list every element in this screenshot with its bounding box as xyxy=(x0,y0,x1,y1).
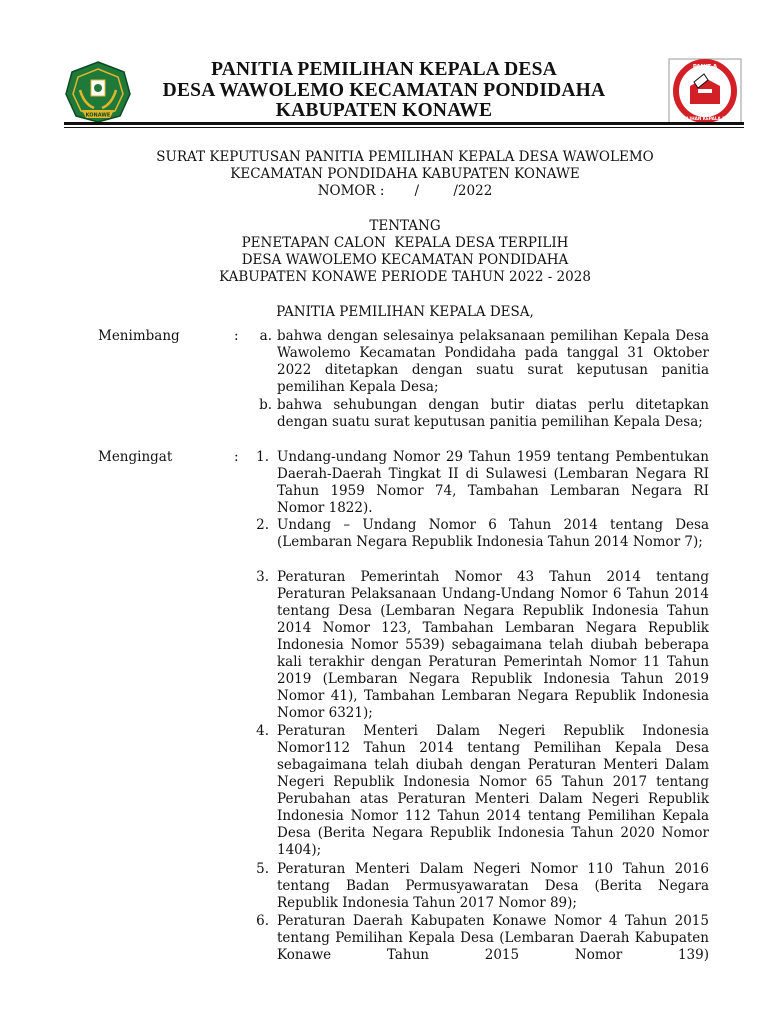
menimbang-marker-a: a. xyxy=(259,328,272,344)
svg-text:PEMILIHAN KEPALA DESA: PEMILIHAN KEPALA DESA xyxy=(675,116,735,121)
issuing-authority: PANITIA PEMILIHAN KEPALA DESA, xyxy=(276,304,534,320)
election-committee-logo xyxy=(668,58,742,124)
subject-line-2: DESA WAWOLEMO KECAMATAN PONDIDAHA xyxy=(241,252,569,268)
menimbang-marker-b: b. xyxy=(259,397,272,413)
mengingat-marker-4: 4. xyxy=(256,723,269,739)
mengingat-marker-1: 1. xyxy=(256,449,269,465)
subject-line-1: PENETAPAN CALON KEPALA DESA TERPILIH xyxy=(241,235,569,251)
decree-title-line-2: KECAMATAN PONDIDAHA KABUPATEN KONAWE xyxy=(230,166,580,182)
svg-text:PANIT A: PANIT A xyxy=(692,64,718,70)
mengingat-item-4: Peraturan Menteri Dalam Negeri Republik Indonesia Nomor112 Tahun 2014 tentang Pemilihan Kepala Desa sebagaimana telah diubah dengan Peraturan Menteri Dalam Negeri Republik Indonesia Nomor 65 Tahun 2017 tentang Perubahan atas Peraturan Menteri Dalam Negeri Republik Indonesia Nomor 112 Tahun 2014 tentang Pemilihan Kepala Desa (Berita Negara Republik Indonesia Tahun 2020 Nomor 1404); xyxy=(277,723,709,858)
mengingat-item-2: Undang – Undang Nomor 6 Tahun 2014 tentang Desa (Lembaran Negara Republik Indonesia Tahun 2014 Nomor 7); xyxy=(277,517,709,550)
menimbang-item-a: bahwa dengan selesainya pelaksanaan pemilihan Kepala Desa Wawolemo Kecamatan Pondidaha pada tanggal 31 Oktober 2022 ditetapkan dengan suatu surat keputusan panitia pemilihan Kepala Desa; xyxy=(277,328,709,395)
mengingat-colon: : xyxy=(234,449,239,465)
mengingat-item-1: Undang-undang Nomor 29 Tahun 1959 tentang Pembentukan Daerah-Daerah Tingkat II di Sulawesi (Lembaran Negara RI Tahun 1959 Nomor 74, Tambahan Lembaran Negara RI Nomor 1822). xyxy=(277,449,709,516)
letterhead-line-1: PANITIA PEMILIHAN KEPALA DESA xyxy=(211,59,557,80)
menimbang-colon: : xyxy=(234,328,239,344)
subject-line-3: KABUPATEN KONAWE PERIODE TAHUN 2022 - 2028 xyxy=(219,269,591,285)
mengingat-item-6: Peraturan Daerah Kabupaten Konawe Nomor 4 Tahun 2015 tentang Pemilihan Kepala Desa (Lembaran Daerah Kabupaten Konawe Tahun 2015 Nomor 139) xyxy=(277,913,709,963)
decree-number: NOMOR : / /2022 xyxy=(317,183,493,199)
menimbang-item-b: bahwa sehubungan dengan butir diatas perlu ditetapkan dengan suatu surat keputusan panitia pemilihan Kepala Desa; xyxy=(277,397,709,430)
mengingat-marker-3: 3. xyxy=(256,569,269,585)
menimbang-label: Menimbang xyxy=(98,328,180,344)
letterhead-rule-thick xyxy=(64,122,744,125)
mengingat-item-3: Peraturan Pemerintah Nomor 43 Tahun 2014 tentang Peraturan Pelaksanaan Undang-Undang Nomor 6 Tahun 2014 tentang Desa (Lembaran Negara Republik Indonesia Tahun 2014 Nomor 123, Tambahan Lembaran Negara Republik Indonesia Nomor 5539) sebagaimana telah diubah beberapa kali terakhir dengan Peraturan Pemerintah Nomor 11 Tahun 2019 (Lembaran Negara Republik Indonesia Tahun 2019 Nomor 41), Tambahan Lembaran Negara Republik Indonesia Nomor 6321); xyxy=(277,569,709,721)
mengingat-marker-5: 5. xyxy=(256,861,269,877)
letterhead-line-3: KABUPATEN KONAWE xyxy=(275,100,493,121)
letterhead-line-2: DESA WAWOLEMO KECAMATAN PONDIDAHA xyxy=(162,80,606,101)
mengingat-item-5: Peraturan Menteri Dalam Negeri Nomor 110 Tahun 2016 tentang Badan Permusyawaratan Desa (Berita Negara Republik Indonesia Tahun 2017 Nomor 89); xyxy=(277,861,709,911)
mengingat-marker-6: 6. xyxy=(256,913,269,929)
letterhead-rule-thin xyxy=(64,127,744,128)
svg-text:KONAWE: KONAWE xyxy=(85,112,111,119)
tentang-heading: TENTANG xyxy=(369,218,441,234)
mengingat-label: Mengingat xyxy=(98,449,173,465)
decree-title-line-1: SURAT KEPUTUSAN PANITIA PEMILIHAN KEPALA DESA WAWOLEMO xyxy=(156,149,654,165)
mengingat-marker-2: 2. xyxy=(256,517,269,533)
